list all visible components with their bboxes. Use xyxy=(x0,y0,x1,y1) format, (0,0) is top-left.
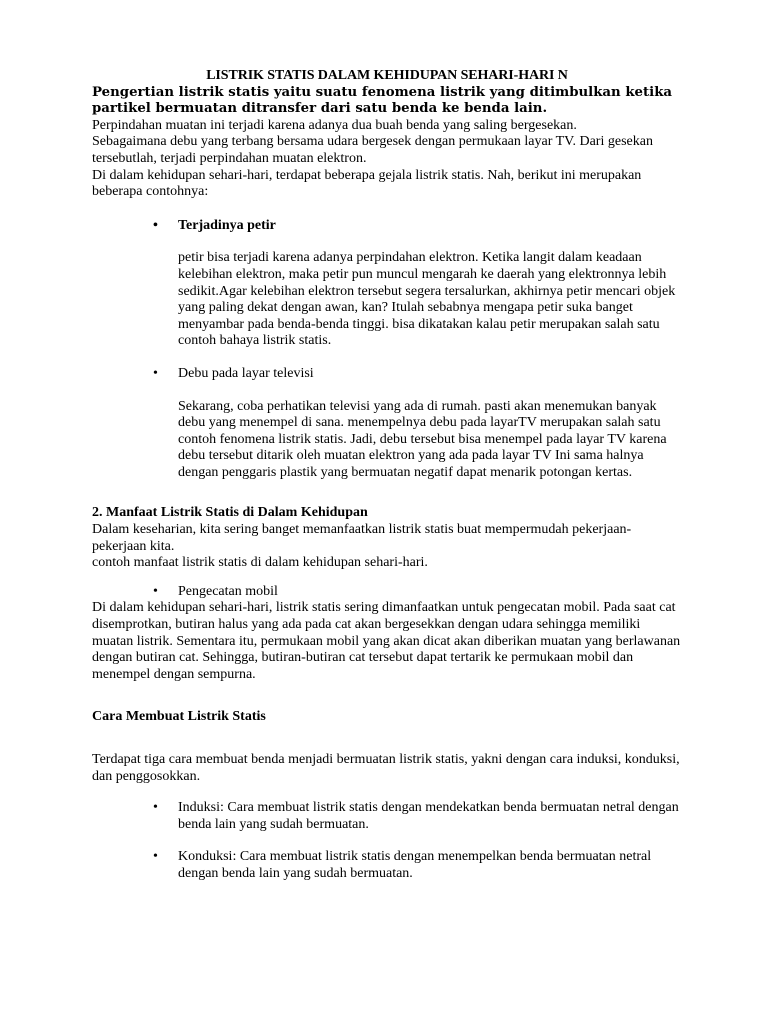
benefit-heading: Pengecatan mobil xyxy=(178,583,278,599)
list-item-example xyxy=(92,218,682,235)
benefit-body: Di dalam kehidupan sehari-hari, listrik statis sering dimanfaatkan untuk pengecatan mobil. Pada saat cat disemprotkan, butiran halus yang ada pada cat akan bergesekkan dengan udara sehingga memiliki muatan listrik. Sementara itu, permukaan mobil yang akan dicat akan diberikan muatan yang berlawanan dengan butiran cat. Sehingga, butiran-butiran cat tersebut dapat tertarik ke permukaan mobil dan menempel dengan sempurna. xyxy=(92,600,681,682)
example-heading: Terjadinya petir xyxy=(178,217,276,233)
document-body xyxy=(92,68,682,883)
method-text: Induksi: Cara membuat listrik statis dengan mendekatkan benda bermuatan netral dengan benda lain yang sudah bermuatan. xyxy=(178,800,679,832)
section-paragraph: Terdapat tiga cara membuat benda menjadi bermuatan listrik statis, yakni dengan cara induksi, konduksi, dan penggosokkan. xyxy=(92,752,680,784)
bullet-icon: • xyxy=(153,849,158,865)
bullet-icon: • xyxy=(153,800,158,816)
bullet-icon: • xyxy=(153,217,158,233)
example-body: Sekarang, coba perhatikan televisi yang ada di rumah. pasti akan menemukan banyak debu yang menempel di sana. menempelnya debu pada layarTV merupakan salah satu contoh fenomena listrik statis. Jadi, debu tersebut bisa menempel pada layar TV karena debu tersebut ditarik oleh muatan elektron yang ada pada layar TV Ini sama halnya dengan penggaris plastik yang bermuatan negatif dapat menarik potongan kertas. xyxy=(178,398,667,480)
intro-paragraph: Di dalam kehidupan sehari-hari, terdapat beberapa gejala listrik statis. Nah, berikut ini merupakan beberapa contohnya: xyxy=(92,167,642,200)
intro-paragraph: Perpindahan muatan ini terjadi karena adanya dua buah benda yang saling bergesekan. xyxy=(92,117,577,133)
document-title: LISTRIK STATIS DALAM KEHIDUPAN SEHARI-HARI N xyxy=(206,68,568,83)
bullet-icon: • xyxy=(153,365,158,381)
list-item-method xyxy=(92,800,682,833)
section-paragraph: Dalam keseharian, kita sering banget memanfaatkan listrik statis buat mempermudah pekerjaan-pekerjaan kita. xyxy=(92,522,632,554)
definition-paragraph: Pengertian listrik statis yaitu suatu fenomena listrik yang ditimbulkan ketika partikel bermuatan ditransfer dari satu benda ke benda lain. xyxy=(92,84,673,117)
section-paragraph: contoh manfaat listrik statis di dalam kehidupan sehari-hari. xyxy=(92,555,428,571)
example-body: petir bisa terjadi karena adanya perpindahan elektron. Ketika langit dalam keadaan kelebihan elektron, maka petir pun muncul mengarah ke daerah yang elektronnya lebih sedikit.Agar kelebihan elektron tersebut segera tersalurkan, akhirnya petir mencari objek yang paling dekat dengan awan, kan? Itulah sebabnya mengapa petir suka banget menyambar pada benda-benda tinggi. bisa dikatakan kalau petir merupakan salah satu contoh bahaya listrik statis. xyxy=(178,250,676,349)
bullet-icon: • xyxy=(153,583,158,599)
section-heading: 2. Manfaat Listrik Statis di Dalam Kehidupan xyxy=(92,505,368,521)
section-heading: Cara Membuat Listrik Statis xyxy=(92,709,266,725)
example-heading: Debu pada layar televisi xyxy=(178,365,314,381)
intro-paragraph: Sebagaimana debu yang terbang bersama udara bergesek dengan permukaan layar TV. Dari gesekan tersebutlah, terjadi perpindahan muatan elektron. xyxy=(92,134,653,166)
list-item-method xyxy=(92,849,682,882)
list-item-benefit xyxy=(92,584,682,601)
method-text: Konduksi: Cara membuat listrik statis dengan menempelkan benda bermuatan netral dengan benda lain yang sudah bermuatan. xyxy=(178,849,652,881)
list-item-example xyxy=(92,366,682,383)
